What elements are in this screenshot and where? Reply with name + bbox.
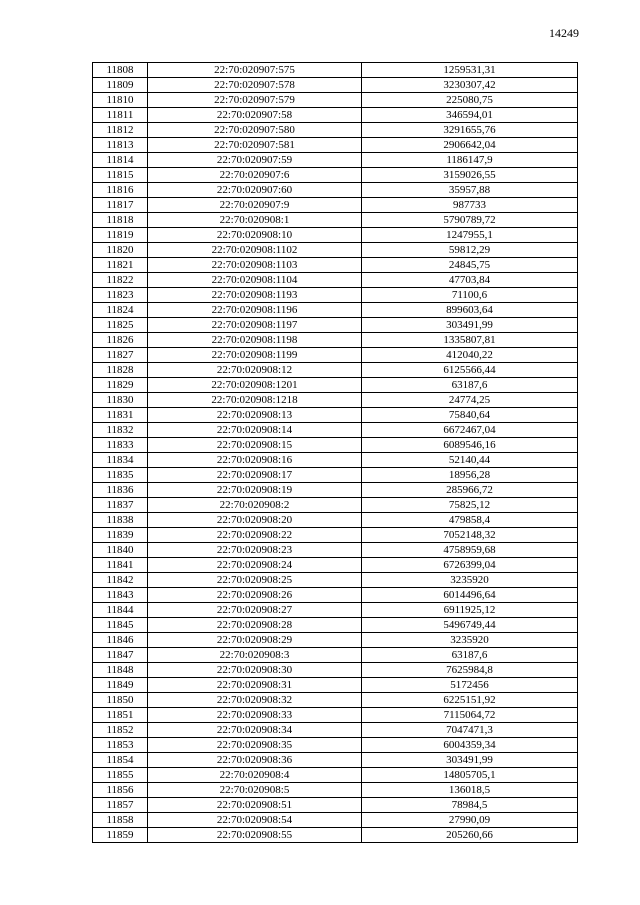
row-number-cell: 11817 [93,198,148,213]
value-cell: 6225151,92 [362,693,578,708]
cadastral-number-cell: 22:70:020907:58 [148,108,362,123]
page-number: 14249 [549,26,579,40]
table-row [93,78,578,93]
cadastral-number-cell: 22:70:020907:581 [148,138,362,153]
value-cell: 6014496,64 [362,588,578,603]
row-number-cell: 11824 [93,303,148,318]
cadastral-number-cell: 22:70:020908:1104 [148,273,362,288]
cadastral-number-cell: 22:70:020908:55 [148,828,362,843]
row-number-cell: 11813 [93,138,148,153]
value-cell: 4758959,68 [362,543,578,558]
cadastral-number-cell: 22:70:020908:29 [148,633,362,648]
table-row [93,798,578,813]
row-number-cell: 11828 [93,363,148,378]
row-number-cell: 11831 [93,408,148,423]
value-cell: 1335807,81 [362,333,578,348]
table-row [93,648,578,663]
row-number-cell: 11835 [93,468,148,483]
cadastral-number-cell: 22:70:020908:33 [148,708,362,723]
table-row [93,393,578,408]
table-row [93,693,578,708]
table-row [93,63,578,78]
value-cell: 35957,88 [362,183,578,198]
table-row [93,543,578,558]
cadastral-number-cell: 22:70:020908:36 [148,753,362,768]
value-cell: 27990,09 [362,813,578,828]
row-number-cell: 11808 [93,63,148,78]
cadastral-number-cell: 22:70:020908:35 [148,738,362,753]
cadastral-number-cell: 22:70:020908:15 [148,438,362,453]
table-body [93,63,578,843]
value-cell: 205260,66 [362,828,578,843]
value-cell: 24774,25 [362,393,578,408]
value-cell: 303491,99 [362,318,578,333]
value-cell: 1186147,9 [362,153,578,168]
table-row [93,438,578,453]
table-row [93,228,578,243]
row-number-cell: 11823 [93,288,148,303]
cadastral-number-cell: 22:70:020907:575 [148,63,362,78]
value-cell: 3230307,42 [362,78,578,93]
cadastral-number-cell: 22:70:020908:26 [148,588,362,603]
table-row [93,528,578,543]
cadastral-number-cell: 22:70:020908:34 [148,723,362,738]
cadastral-number-cell: 22:70:020907:578 [148,78,362,93]
cadastral-number-cell: 22:70:020908:1198 [148,333,362,348]
table-row [93,213,578,228]
row-number-cell: 11829 [93,378,148,393]
cadastral-number-cell: 22:70:020908:13 [148,408,362,423]
value-cell: 479858,4 [362,513,578,528]
row-number-cell: 11858 [93,813,148,828]
table-row [93,258,578,273]
row-number-cell: 11855 [93,768,148,783]
table-row [93,813,578,828]
table-row [93,243,578,258]
value-cell: 899603,64 [362,303,578,318]
row-number-cell: 11816 [93,183,148,198]
row-number-cell: 11836 [93,483,148,498]
cadastral-number-cell: 22:70:020908:24 [148,558,362,573]
row-number-cell: 11838 [93,513,148,528]
row-number-cell: 11811 [93,108,148,123]
cadastral-number-cell: 22:70:020908:32 [148,693,362,708]
value-cell: 7047471,3 [362,723,578,738]
table-row [93,708,578,723]
cadastral-number-cell: 22:70:020908:1193 [148,288,362,303]
table-row [93,633,578,648]
cadastral-number-cell: 22:70:020908:12 [148,363,362,378]
table-row [93,738,578,753]
table-row [93,768,578,783]
value-cell: 412040,22 [362,348,578,363]
row-number-cell: 11859 [93,828,148,843]
row-number-cell: 11847 [93,648,148,663]
value-cell: 3291655,76 [362,123,578,138]
table-row [93,318,578,333]
cadastral-number-cell: 22:70:020907:6 [148,168,362,183]
cadastral-number-cell: 22:70:020907:579 [148,93,362,108]
row-number-cell: 11832 [93,423,148,438]
value-cell: 71100,6 [362,288,578,303]
value-cell: 1247955,1 [362,228,578,243]
cadastral-number-cell: 22:70:020908:51 [148,798,362,813]
row-number-cell: 11839 [93,528,148,543]
value-cell: 5496749,44 [362,618,578,633]
cadastral-number-cell: 22:70:020908:1196 [148,303,362,318]
cadastral-number-cell: 22:70:020908:28 [148,618,362,633]
table-row [93,678,578,693]
cadastral-number-cell: 22:70:020908:19 [148,483,362,498]
row-number-cell: 11827 [93,348,148,363]
table-row [93,408,578,423]
cadastral-number-cell: 22:70:020908:1102 [148,243,362,258]
table-row [93,348,578,363]
value-cell: 6004359,34 [362,738,578,753]
cadastral-number-cell: 22:70:020908:1201 [148,378,362,393]
cadastral-number-cell: 22:70:020908:14 [148,423,362,438]
table-row [93,423,578,438]
value-cell: 75840,64 [362,408,578,423]
row-number-cell: 11851 [93,708,148,723]
cadastral-number-cell: 22:70:020908:31 [148,678,362,693]
row-number-cell: 11834 [93,453,148,468]
row-number-cell: 11848 [93,663,148,678]
row-number-cell: 11825 [93,318,148,333]
table-row [93,273,578,288]
cadastral-number-cell: 22:70:020908:54 [148,813,362,828]
cadastral-number-cell: 22:70:020908:1 [148,213,362,228]
row-number-cell: 11826 [93,333,148,348]
value-cell: 346594,01 [362,108,578,123]
row-number-cell: 11821 [93,258,148,273]
row-number-cell: 11810 [93,93,148,108]
value-cell: 63187,6 [362,378,578,393]
cadastral-number-cell: 22:70:020908:10 [148,228,362,243]
table-row [93,573,578,588]
row-number-cell: 11853 [93,738,148,753]
row-number-cell: 11857 [93,798,148,813]
row-number-cell: 11815 [93,168,148,183]
table-row [93,618,578,633]
row-number-cell: 11809 [93,78,148,93]
cadastral-number-cell: 22:70:020908:25 [148,573,362,588]
row-number-cell: 11830 [93,393,148,408]
table-row [93,453,578,468]
value-cell: 136018,5 [362,783,578,798]
cadastral-number-cell: 22:70:020908:30 [148,663,362,678]
row-number-cell: 11856 [93,783,148,798]
value-cell: 5172456 [362,678,578,693]
table-row [93,93,578,108]
cadastral-number-cell: 22:70:020908:1103 [148,258,362,273]
value-cell: 2906642,04 [362,138,578,153]
table-row [93,123,578,138]
table-row [93,483,578,498]
table-row [93,663,578,678]
value-cell: 24845,75 [362,258,578,273]
value-cell: 52140,44 [362,453,578,468]
table-row [93,303,578,318]
cadastral-number-cell: 22:70:020908:16 [148,453,362,468]
table-row [93,138,578,153]
value-cell: 1259531,31 [362,63,578,78]
value-cell: 3235920 [362,633,578,648]
cadastral-number-cell: 22:70:020908:20 [148,513,362,528]
cadastral-number-cell: 22:70:020908:23 [148,543,362,558]
cadastral-number-cell: 22:70:020907:580 [148,123,362,138]
cadastral-number-cell: 22:70:020908:5 [148,783,362,798]
row-number-cell: 11843 [93,588,148,603]
row-number-cell: 11812 [93,123,148,138]
value-cell: 225080,75 [362,93,578,108]
cadastral-number-cell: 22:70:020908:3 [148,648,362,663]
value-cell: 6089546,16 [362,438,578,453]
table-row [93,108,578,123]
row-number-cell: 11837 [93,498,148,513]
row-number-cell: 11840 [93,543,148,558]
table-row [93,723,578,738]
row-number-cell: 11854 [93,753,148,768]
cadastral-number-cell: 22:70:020908:27 [148,603,362,618]
value-cell: 47703,84 [362,273,578,288]
value-cell: 63187,6 [362,648,578,663]
row-number-cell: 11842 [93,573,148,588]
cadastral-number-cell: 22:70:020908:1218 [148,393,362,408]
row-number-cell: 11833 [93,438,148,453]
value-cell: 18956,28 [362,468,578,483]
table-row [93,153,578,168]
table-row [93,828,578,843]
row-number-cell: 11818 [93,213,148,228]
row-number-cell: 11850 [93,693,148,708]
row-number-cell: 11822 [93,273,148,288]
row-number-cell: 11852 [93,723,148,738]
value-cell: 59812,29 [362,243,578,258]
table-row [93,783,578,798]
row-number-cell: 11844 [93,603,148,618]
table-row [93,183,578,198]
value-cell: 6911925,12 [362,603,578,618]
cadastral-number-cell: 22:70:020908:22 [148,528,362,543]
row-number-cell: 11841 [93,558,148,573]
cadastral-value-table [92,62,578,843]
table-row [93,558,578,573]
table-row [93,603,578,618]
cadastral-number-cell: 22:70:020908:4 [148,768,362,783]
row-number-cell: 11814 [93,153,148,168]
value-cell: 75825,12 [362,498,578,513]
row-number-cell: 11845 [93,618,148,633]
value-cell: 7625984,8 [362,663,578,678]
cadastral-number-cell: 22:70:020908:17 [148,468,362,483]
value-cell: 6672467,04 [362,423,578,438]
table-row [93,498,578,513]
cadastral-number-cell: 22:70:020908:2 [148,498,362,513]
cadastral-number-cell: 22:70:020908:1197 [148,318,362,333]
value-cell: 5790789,72 [362,213,578,228]
cadastral-number-cell: 22:70:020907:9 [148,198,362,213]
cadastral-number-cell: 22:70:020907:59 [148,153,362,168]
value-cell: 303491,99 [362,753,578,768]
value-cell: 7115064,72 [362,708,578,723]
table-row [93,513,578,528]
table-row [93,753,578,768]
value-cell: 7052148,32 [362,528,578,543]
value-cell: 6125566,44 [362,363,578,378]
table-row [93,588,578,603]
table-row [93,333,578,348]
cadastral-number-cell: 22:70:020907:60 [148,183,362,198]
row-number-cell: 11849 [93,678,148,693]
cadastral-number-cell: 22:70:020908:1199 [148,348,362,363]
row-number-cell: 11819 [93,228,148,243]
row-number-cell: 11820 [93,243,148,258]
table-row [93,198,578,213]
table-row [93,288,578,303]
value-cell: 14805705,1 [362,768,578,783]
value-cell: 78984,5 [362,798,578,813]
row-number-cell: 11846 [93,633,148,648]
value-cell: 3159026,55 [362,168,578,183]
value-cell: 285966,72 [362,483,578,498]
table-row [93,363,578,378]
value-cell: 3235920 [362,573,578,588]
table-row [93,468,578,483]
table-row [93,378,578,393]
value-cell: 6726399,04 [362,558,578,573]
value-cell: 987733 [362,198,578,213]
table-row [93,168,578,183]
